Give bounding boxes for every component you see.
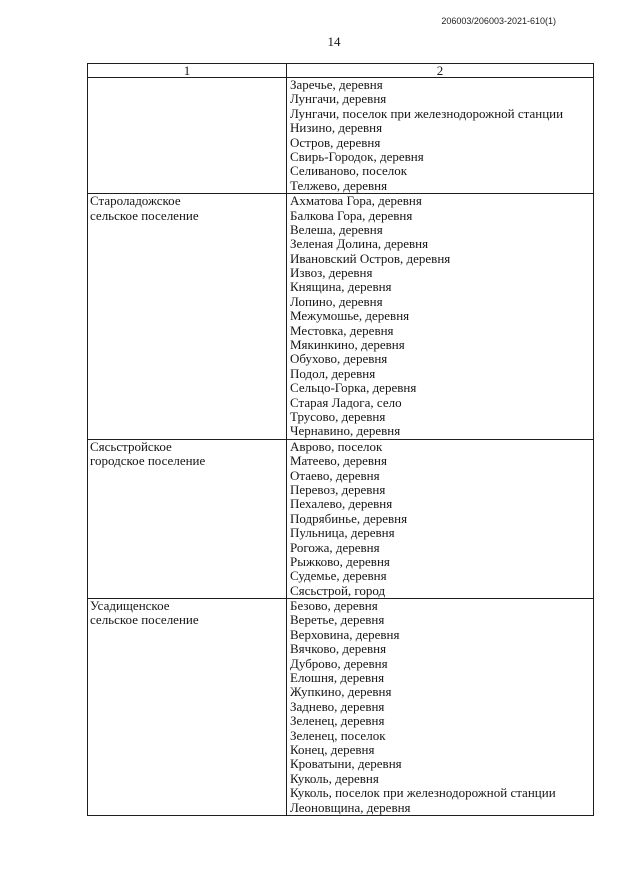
table-body <box>88 78 594 816</box>
settlements-table <box>87 63 594 816</box>
localities-cell <box>287 78 594 194</box>
settlement-cell <box>88 439 287 598</box>
table-header <box>88 64 594 78</box>
table-header-row <box>88 64 594 78</box>
locality-item: Куколь, поселок при железнодорожной станции <box>290 785 556 801</box>
settlement-name-line: городское поселение <box>90 453 206 469</box>
document-code: 206003/206003-2021-610(1) <box>441 16 556 26</box>
locality-item: Низино, деревня <box>290 120 383 136</box>
localities-cell <box>287 194 594 440</box>
locality-item: Пульница, деревня <box>290 525 395 541</box>
locality-item: Рыжково, деревня <box>290 553 390 569</box>
locality-item: Балкова Гора, деревня <box>290 207 413 223</box>
column-header-2: 2 <box>287 64 594 78</box>
locality-item: Велеша, деревня <box>290 221 383 237</box>
locality-item: Свирь-Городок, деревня <box>290 148 424 164</box>
column-header-1: 1 <box>88 64 287 78</box>
locality-item: Перевоз, деревня <box>290 481 386 497</box>
settlement-name-line: Сясьстройское <box>90 439 172 454</box>
locality-item: Старая Ладога, село <box>290 394 402 410</box>
locality-item: Зеленая Долина, деревня <box>290 236 429 252</box>
locality-item: Зеленец, поселок <box>290 727 386 743</box>
settlement-cell <box>88 78 287 194</box>
locality-item: Местовка, деревня <box>290 322 394 338</box>
locality-item: Сясьстрой, город <box>290 582 386 598</box>
locality-item: Заречье, деревня <box>290 77 383 92</box>
locality-item: Конец, деревня <box>290 741 375 757</box>
locality-item: Веретье, деревня <box>290 612 385 628</box>
localities-cell <box>287 599 594 816</box>
locality-item: Зеленец, деревня <box>290 713 385 729</box>
locality-item: Сельцо-Горка, деревня <box>290 380 417 396</box>
locality-item: Извоз, деревня <box>290 265 373 281</box>
locality-item: Пехалево, деревня <box>290 496 393 512</box>
locality-item: Матеево, деревня <box>290 453 387 469</box>
locality-item: Обухово, деревня <box>290 351 388 367</box>
settlement-name-line: Усадищенское <box>90 598 170 614</box>
locality-item: Верховина, деревня <box>290 626 400 642</box>
settlement-name-line: сельское поселение <box>90 612 199 628</box>
locality-item: Кроватыни, деревня <box>290 756 402 772</box>
locality-item: Заднево, деревня <box>290 698 385 714</box>
locality-item: Дуброво, деревня <box>290 655 388 671</box>
locality-item: Телжево, деревня <box>290 177 388 193</box>
locality-item: Подрябинье, деревня <box>290 510 408 526</box>
locality-item: Безово, деревня <box>290 598 378 614</box>
locality-item: Остров, деревня <box>290 134 381 150</box>
locality-item: Елошня, деревня <box>290 670 385 686</box>
locality-item: Подол, деревня <box>290 365 376 381</box>
locality-item: Княщина, деревня <box>290 279 392 295</box>
locality-item: Рогожа, деревня <box>290 539 380 555</box>
locality-item: Леоновщина, деревня <box>290 799 411 815</box>
locality-item: Лунгачи, поселок при железнодорожной станции <box>290 105 564 121</box>
settlement-name-line: Староладожское <box>90 193 181 209</box>
localities-cell <box>287 439 594 598</box>
table-row <box>88 194 594 440</box>
table-row <box>88 78 594 194</box>
locality-item: Лунгачи, деревня <box>290 91 387 107</box>
settlement-name-line: сельское поселение <box>90 207 199 223</box>
locality-item: Лопино, деревня <box>290 293 383 309</box>
locality-item: Трусово, деревня <box>290 408 386 424</box>
settlement-cell <box>88 194 287 440</box>
locality-item: Ивановский Остров, деревня <box>290 250 451 266</box>
settlement-cell <box>88 599 287 816</box>
locality-item: Селиваново, поселок <box>290 163 408 179</box>
locality-item: Жупкино, деревня <box>290 684 392 700</box>
locality-item: Межумошье, деревня <box>290 308 410 324</box>
locality-item: Судемье, деревня <box>290 568 387 584</box>
locality-item: Чернавино, деревня <box>290 423 401 439</box>
locality-item: Мякинкино, деревня <box>290 337 405 353</box>
locality-item: Аврово, поселок <box>290 439 383 454</box>
locality-item: Куколь, деревня <box>290 770 379 786</box>
table-row <box>88 599 594 816</box>
table-row <box>88 439 594 598</box>
locality-item: Ахматова Гора, деревня <box>290 193 422 209</box>
locality-item: Вячково, деревня <box>290 641 387 657</box>
page-number: 14 <box>327 34 341 49</box>
locality-item: Отаево, деревня <box>290 467 380 483</box>
